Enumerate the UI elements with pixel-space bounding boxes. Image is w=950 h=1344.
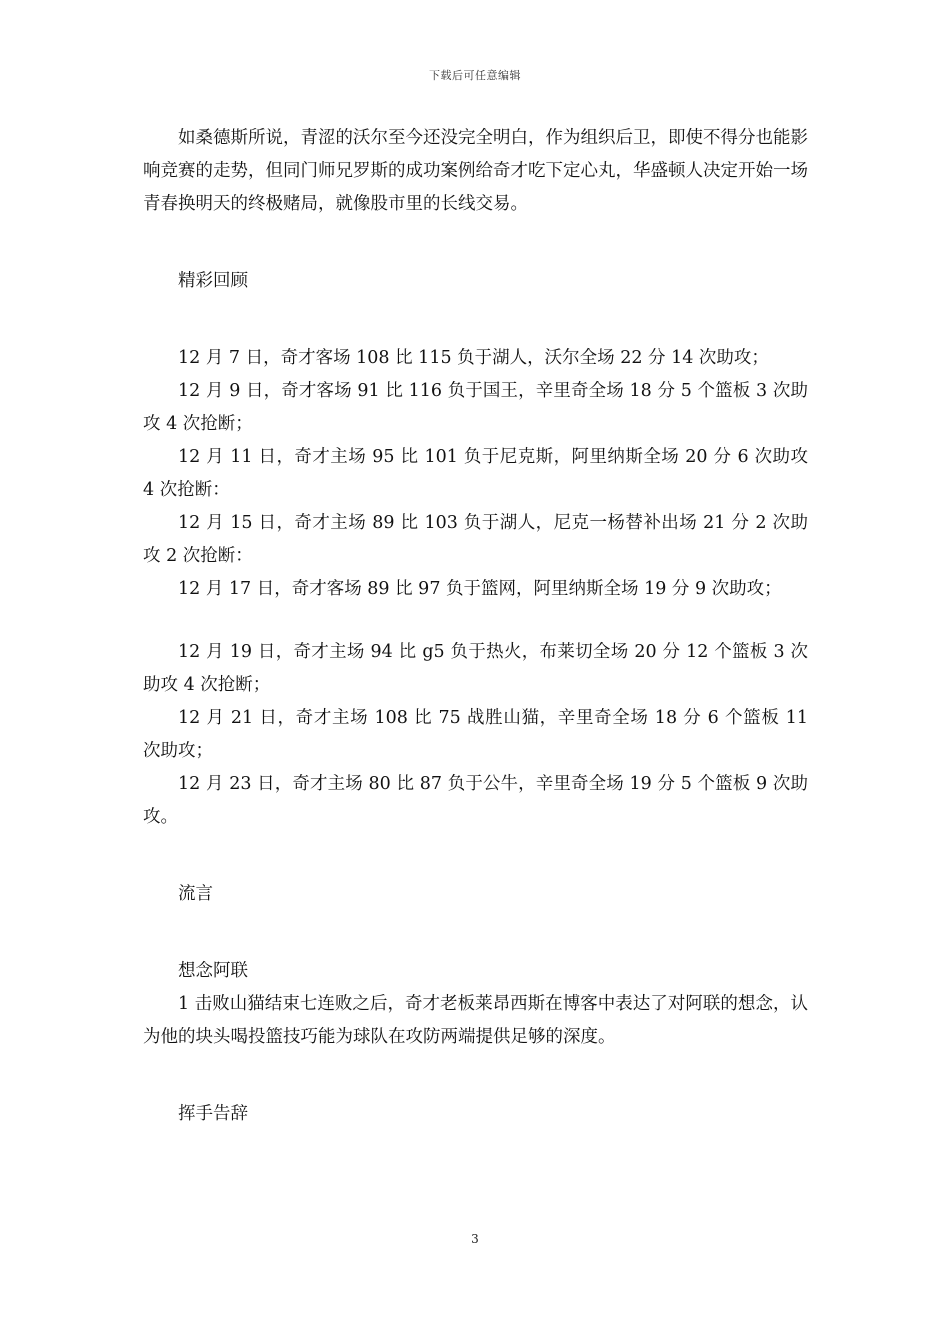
result-item: 12 月 15 日，奇才主场 89 比 103 负于湖人，尼克一杨替补出场 21 分 2 次助攻 2 次抢断：: [143, 513, 808, 566]
result-item: 12 月 11 日，奇才主场 95 比 101 负于尼克斯，阿里纳斯全场 20 分 6 次助攻 4 次抢断：: [143, 447, 808, 500]
section-heading-rumor: 流言: [178, 884, 213, 904]
result-item: 12 月 17 日，奇才客场 89 比 97 负于篮网，阿里纳斯全场 19 分 9 次助攻；: [178, 579, 782, 599]
result-item: 12 月 7 日，奇才客场 108 比 115 负于湖人，沃尔全场 22 分 14 次助攻；: [178, 348, 769, 368]
intro-paragraph: 如桑德斯所说，青涩的沃尔至今还没完全明白，作为组织后卫，即使不得分也能影响竞赛的走势，但同门师兄罗斯的成功案例给奇才吃下定心丸，华盛顿人决定开始一场青春换明天的终极赌局，就像股市里的长线交易。: [143, 128, 808, 214]
result-item: 12 月 23 日，奇才主场 80 比 87 负于公牛，辛里奇全场 19 分 5 个篮板 9 次助攻。: [143, 774, 808, 827]
subsection-heading-miss: 想念阿联: [178, 961, 248, 981]
miss-paragraph: 1 击败山猫结束七连败之后，奇才老板莱昂西斯在博客中表达了对阿联的想念，认为他的块头喝投篮技巧能为球队在攻防两端提供足够的深度。: [143, 994, 808, 1047]
results-list: [143, 342, 808, 834]
subsection-heading-farewell: 挥手告辞: [178, 1104, 248, 1124]
page-number: 3: [471, 1232, 479, 1246]
section-heading-review: 精彩回顾: [178, 271, 248, 291]
result-item: 12 月 21 日，奇才主场 108 比 75 战胜山猫，辛里奇全场 18 分 6 个篮板 11 次助攻；: [143, 708, 808, 761]
header-note: 下载后可任意编辑: [429, 69, 521, 82]
document-body: [143, 122, 808, 1131]
result-item: 12 月 19 日，奇才主场 94 比 g5 负于热火，布莱切全场 20 分 12 个篮板 3 次助攻 4 次抢断；: [143, 642, 808, 695]
result-item: 12 月 9 日，奇才客场 91 比 116 负于国王，辛里奇全场 18 分 5 个篮板 3 次助攻 4 次抢断；: [143, 381, 808, 434]
